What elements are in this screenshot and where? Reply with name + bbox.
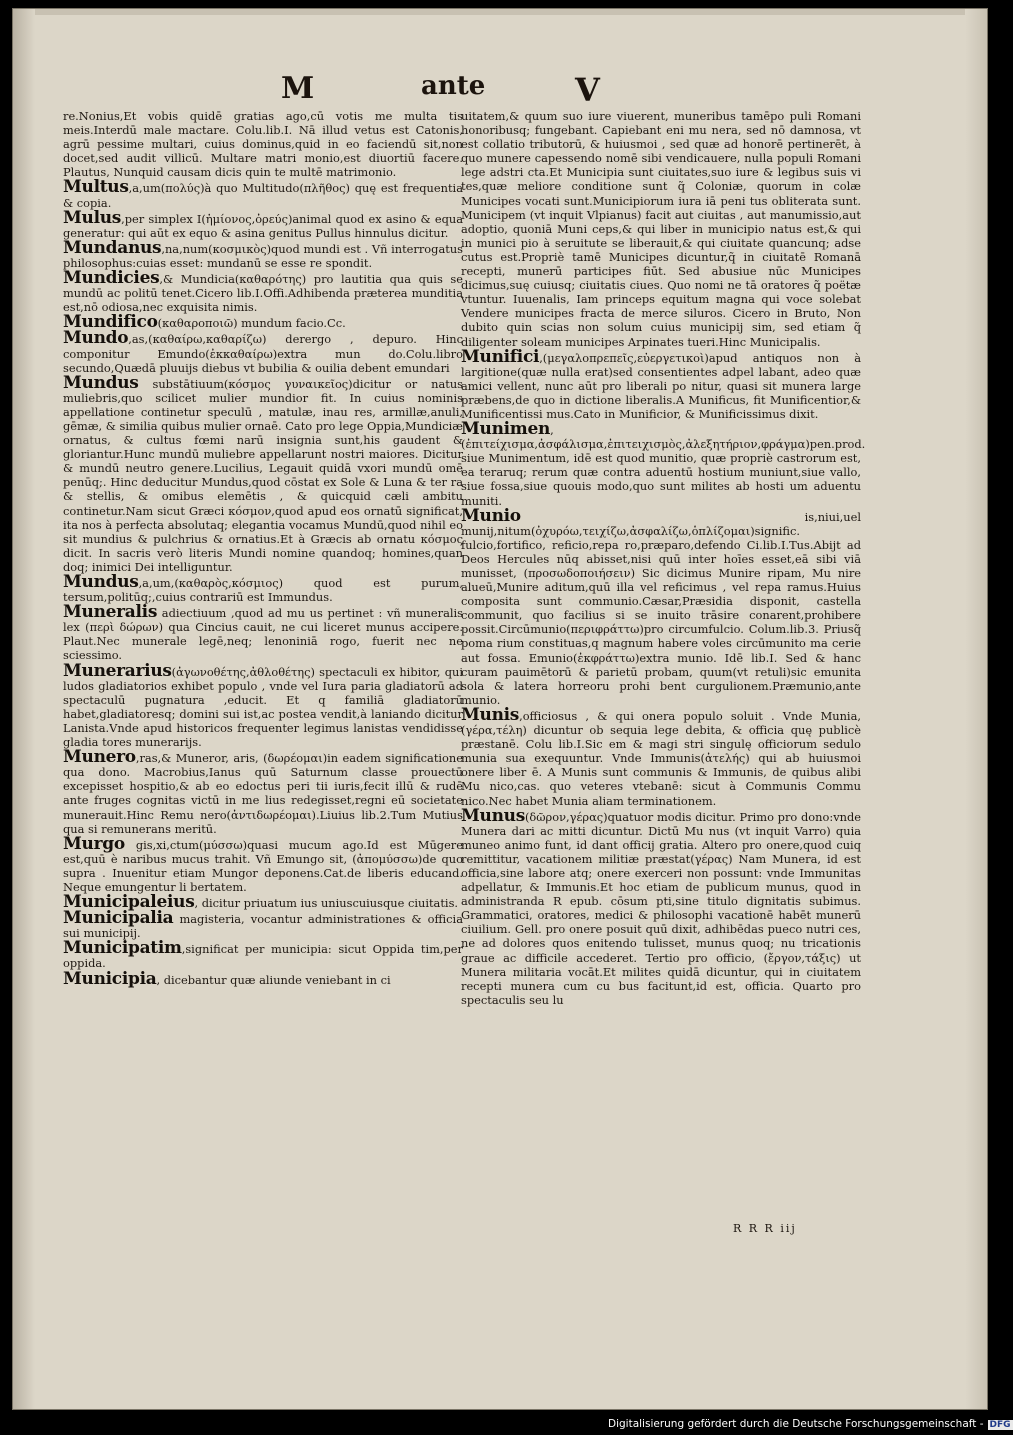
dictionary-entry <box>461 346 861 421</box>
entry-text: ,na,num(κοσμικὸς)quod mundi est . Vñ interrogatus philosophus:cuias esset: mundanū se esse re spondit. <box>63 241 463 270</box>
dictionary-entry <box>63 237 463 270</box>
dictionary-entry <box>63 177 463 210</box>
dictionary-entry <box>63 207 463 240</box>
entry-headword: Munimen <box>461 419 551 440</box>
entry-headword: Munerarius <box>63 660 172 681</box>
dictionary-entry <box>63 968 463 989</box>
entry-text: ,significat per municipia: sicut Oppida tim,per oppida. <box>63 942 463 971</box>
entry-text: , dicitur priuatum ius uniuscuiusque ciuitatis. <box>194 896 459 911</box>
header-letter-right: V <box>575 71 600 109</box>
dfg-footer-text: Digitalisierung gefördert durch die Deutsche Forschungsgemeinschaft - <box>608 1418 984 1430</box>
entry-text: ,& Mundicia(καθαρότης) pro lautitia qua quis se mundū ac politū tenet.Cicero lib.I.Offi.Adhibenda præterea munditia est,nō odiosa,nec exquisita nimis. <box>63 272 463 315</box>
dictionary-entry <box>63 747 463 836</box>
entry-headword: Munis <box>461 704 520 725</box>
dictionary-entry <box>63 833 463 894</box>
book-page <box>12 8 988 1410</box>
header-word-middle: ante <box>421 71 486 101</box>
entry-text: ,a,um,(καθαρὸς,κόσμιος) quod est purum, tersum,politūq;,cuius contrariū est Immundus. <box>63 576 463 605</box>
dictionary-entry <box>63 328 463 375</box>
entry-text: is,niui,uel munij,nitum(ὀχυρόω,τειχίζω,ἀσφαλίζω,ὁπλίζομαι)signific. fulcio,fortifico, reficio,repa ro,præparo,defendo Ci.lib.I.Tus.Abijt ad Deos Hercules nūq abisset,nisi quū inter hoīes esset,eā sibi viā munisset, (προσωδοποιήσειν) Sic dicimus Munire ripam, Mu nire alueū,Munire aditum,quū illa vel reficimus , vel repa ramus.Huius composita sunt communio.Cæsar,Præsidia disponit, castella communit, quo facilius si se inuito trāsire conarent,prohibere possit.Circūmunio(περιφράττω)pro circumfulcio. Colum.lib.3. Priusq̃ poma rium constituas,q magnum habere voles circūmunito ma cerie aut fossa. Emunio(ἐκφράττω)extra munio. Idē lib.I. Sed & hanc curam pauimētorū & parietū probam, quum(vt retuli)sic emunita sola & latera horreoru prohi bent curgulionem.Præmunio,ante munio. <box>461 509 861 707</box>
entry-text: ,as,(καθαίρω,καθαρίζω) derergo , depuro. Hinc componitur Emundo(ἐκκαθαίρω)extra mun do.Colu.libro secundo,Quædā pluuijs diebus vt bubilia & ouilia debent emundari <box>63 332 463 375</box>
signature-mark: R R R iij <box>733 1222 797 1235</box>
entry-headword: Municipaleius <box>63 892 195 913</box>
dictionary-entry <box>461 419 866 508</box>
entry-headword: Mulus <box>63 207 122 228</box>
dictionary-entry <box>63 908 463 941</box>
entry-text: ,(μεγαλοπρεπεῖς,εὐεργετικοὶ)apud antiquos non à largitione(quæ nulla erat)sed consentientes adpel labant, adeo quæ amici vellent, nunc aūt pro liberali po nitur, quasi sit munera large præbens,de quo in dictione liberalis.A Munificus, fit Munificentior,& Munificentissi mus.Cato in Munificior, & Munificissimus dixit. <box>461 350 861 421</box>
dictionary-entry <box>63 602 463 663</box>
entry-headword: Municipia <box>63 968 157 989</box>
dictionary-entry <box>63 660 463 750</box>
entry-headword: Munus <box>461 805 525 826</box>
entry-headword: Mundo <box>63 328 129 349</box>
entry-headword: Munifici <box>461 346 540 367</box>
right-column <box>461 109 866 1239</box>
entry-text: ,ras,& Muneror, aris, (δωρέομαι)in eadem significatione qua dono. Macrobius,Ianus quū Saturnum classe prouectū excepisset hospitio,& ab eo edoctus peri tii iuris,fecit illū & rudē ante fruges cognitas victū in me lius redegisset,regni eū societate munerauit.Hinc Remu nero(ἀντιδωρέομαι).Liuius lib.2.Tum Mutius qua si remunerans meritū. <box>63 751 463 836</box>
dfg-logo: DFG <box>989 1420 1011 1430</box>
entry-text: substātiuum(κόσμος γυναικεῖος)dicitur or natus muliebris,quo scilicet mulier mundior fit. In cuius nominis appellatione continetur speculū , matulæ, inau res, armillæ,anuli, gēmæ, & similia quibus mulier ornaē. Cato pro lege Oppia,Mundiciæ ornatus, & cultus fœmi narū insignia sunt,his gaudent & gloriantur.Hunc mundū muliebre appellarunt nostri maiores. Dicitur & mundū neutro genere.Lucilius, Legauit quidā vxori mundū omē penūq;. Hinc deducitur Mundus,quod cōstat ex Sole & Luna & ter ra & stellis, & omibus elemētis , & quicquid cæli ambitu continetur.Nam sicut Græci κόσμον,quod apud eos ornatū significat, ita nos à perfecta absolutaq; elegantia vocamus Mundū,quod nihil eo sit mundius & pulchrius & ornatius.Et à Græcis ab ornatu κόσμος dicit. In sacris verò literis Mundi nomine quandoq; homines,quan doq; inimici Dei intelliguntur. <box>63 376 463 574</box>
left-column <box>63 109 463 1239</box>
entry-text: ,per simplex I(ἡμίονος,ὀρεύς)animal quod ex asino & equa generatur: qui aūt ex equo & asina genitus Pullus hinnulus dicitur. <box>63 211 463 240</box>
dictionary-entry <box>461 109 861 349</box>
entry-text: adiectiuum ,quod ad mu us pertinet : vñ muneralis lex (περὶ δώρων) qua Cincius cauit, ne cui liceret munus accipere. Plaut.Nec munerale legē,neq; lenoniniā rogo, fuerit nec ne sciessimo. <box>63 606 463 663</box>
entry-text: uitatem,& quum suo iure viuerent, muneribus tamēpo puli Romani honoribusq; fungebant. Capiebant eni mu nera, sed nō damnosa, vt est collatio tributorū, & huiusmoi , sed quæ ad honorē pertinerēt, à quo munere capessendo nomē sibi vendicauere, nulla populi Romani lege adstri cta.Et Municipia sunt ciuitates,suo iure & legibus suis vi tes,quæ meliore conditione sunt q̃ Coloniæ, quorum in colæ Municipes vocati sunt.Municipiorum iura iā peni tus obliterata sunt. Municipem (vt inquit Vlpianus) facit aut ciuitas , aut manumissio,aut adoptio, quoniā Muni ceps,& qui liber in municipio natus est,& qui in munici pio à seruitute se liberauit,& qui ciuitate quancunq; adse cutus est.Propriè tamē Municipes dicuntur,q̃ in ciuitatē Romanā recepti, munerū participes fiūt. Sed abusiue nūc Municipes dicimus,suę cuiusq; ciuitatis ciues. Quo nomi ne tā oratores q̃ poëtæ vtuntur. Iuuenalis, Iam princeps equitum magna qui voce solebat Vendere municipes fracta de merce siluros. Cicero in Bruto, Non dubito quin scias non solum cuius municipij sim, sed etiam q̃ diligenter soleam municipes Arpinates tueri.Hinc Municipalis. <box>461 109 861 349</box>
dictionary-entry <box>63 938 463 971</box>
entry-headword: Mundus <box>63 372 139 393</box>
entry-text: , dicebantur quæ aliunde veniebant in ci <box>156 972 391 987</box>
dictionary-entry <box>63 268 463 315</box>
entry-text: magisteria, vocantur administrationes & officia sui municipij. <box>63 912 463 941</box>
entry-headword: Mundicies <box>63 268 160 289</box>
running-header <box>13 71 987 111</box>
page-edge-shadow <box>965 9 987 1409</box>
entry-text: ,officiosus , & qui onera populo soluit . Vnde Munia,(γέρα,τέλη) dicuntur ob sequia lege debita, & officia quę publicè præstanē. Colu lib.I.Sic em & magi stri singulę officiorum sedulo munia sua exequuntur. Vnde Immunis(ἀτελής) qui ab huiusmoi onere liber ē. A Munis sunt communis & Immunis, de quibus alibi Mu nico,cas. quo veteres vtebanē: sicut à Communis Commu nico.Nec habet Munia aliam terminationem. <box>461 708 861 808</box>
entry-headword: Munero <box>63 747 136 768</box>
dictionary-entry <box>63 109 463 179</box>
entry-headword: Mundanus <box>63 237 162 258</box>
entry-headword: Multus <box>63 177 129 198</box>
entry-headword: Mundus <box>63 572 139 592</box>
entry-headword: Municipalia <box>63 908 174 929</box>
entry-text: gis,xi,ctum(μύσσω)quasi mucum ago.Id est Mūgere est,quū è naribus mucus trahit. Vñ Emungo sit, (ἀπομύσσω)de quo supra . Inuenitur etiam Mungor deponens.Cat.de liberis educand. Neque emungentur li bertatem. <box>63 837 463 894</box>
entry-headword: Murgo <box>63 833 125 854</box>
entry-text: (καθαροποιῶ) mundum facio.Cc. <box>157 316 346 331</box>
entry-text: (δῶρον,γέρας)quatuor modis dicitur. Primo pro dono:vnde Munera dari ac mitti dicuntur. Dictū Mu nus (vt inquit Varro) quia muneo animo funt, id dant officij gratia. Altero pro onere,quod cuiq remittitur, vacationem militiæ præstat(γέρας) Nam Munera, id est officia,sine labore atq; onere exerceri non possunt: vnde Immunitas adpellatur, & Immunis.Et hoc etiam de publicum munus, quod in administranda R epub. cōsum pti,sine titulo dignitatis subimus. Grammatici, oratores, medici & philosophi vacationē habēt munerū ciuilium. Gell. pro onere posuit quū dixit, adhibēdas pueco nutri ces, ne ad dolores quos enitendo tulisset, munus quoq; nu tricationis graue ac difficile accederet. Tertio pro officio, (ἔργον,τάξις) ut Munera militaria vocāt.Et milites quidā dicuntur, qui in ciuitatem recepti munera cum cu bus facitunt,id est, officia. Quarto pro spectaculis seu lu <box>461 809 861 1007</box>
entry-headword: Mundifico <box>63 312 158 333</box>
page-gutter-shadow <box>13 9 35 1409</box>
entry-text: (ἀγωνοθέτης,ἀθλοθέτης) spectaculi ex hibitor, qui ludos gladiatorios exhibet populo , vnde vel Iura paria gladiatorū ad spectaculū pugnatura ,educit. Et q familiā gladiatorū habet,gladiatoresq; domini sui ist,ac postea vendit,à laniando dicitur Lanista.Vnde apud historicos frequenter legimus lanistas vendidisse gladia tores munerarijs. <box>63 664 463 750</box>
page-top-edge <box>13 9 987 15</box>
dictionary-entry <box>63 572 463 605</box>
entry-headword: Municipatim <box>63 938 182 959</box>
entry-text: ,a,um(πολύς)à quo Multitudo(πλῆθος) quę est frequentia & copia. <box>63 181 463 210</box>
header-letter-left: M <box>281 71 315 106</box>
entry-headword: Muneralis <box>63 602 158 623</box>
dfg-footer <box>608 1418 1013 1430</box>
entry-text: ,(ἐπιτείχισμα,ἀσφάλισμα,ἐπιτειχισμὸς,ἀλεξητήριον,φράγμα)pen.prod. siue Munimentum, idē est quod munitio, quæ propriè castrorum est, ea teraruq; rerum quæ contra aduentū hostium muniunt,siue vallo, siue fossa,siue quouis modo,quo sunt milites ab hosti um aduentu muniti. <box>461 423 866 508</box>
dictionary-entry <box>461 805 861 1007</box>
dictionary-entry <box>461 704 861 808</box>
entry-headword: Munio <box>461 505 521 526</box>
dictionary-entry <box>63 372 463 574</box>
entry-text: re.Nonius,Et vobis quidē gratias ago,cū votis me multa tis meis.Interdū male mactare. Colu.lib.I. Nā illud vetus est Catonis, agrū pessime multari, cuius dominus,quid in eo faciendū sit,non docet,sed audit villicū. Multare matri monio,est diuortiū facere. Plautus, Nunquid causam dicis quin te multē matrimonio. <box>63 109 463 180</box>
dictionary-entry <box>461 505 861 707</box>
